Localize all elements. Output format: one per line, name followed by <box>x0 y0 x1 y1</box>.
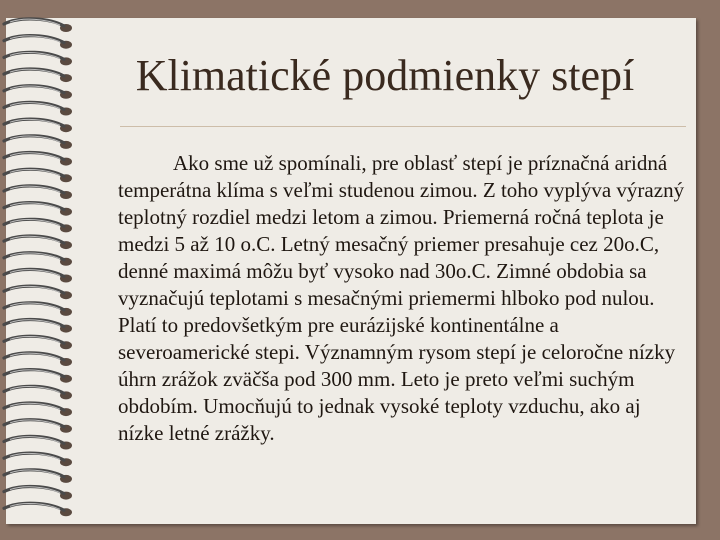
binding-ring-icon <box>4 203 72 216</box>
slide-body-text: Ako sme už spomínali, pre oblasť stepí je príznačná aridná temperátna klíma s veľmi studenou zimou. Z toho vyplýva výrazný teplotný rozdiel medzi letom a zimou. Priemerná ročná teplota je medzi 5 až 10 o.C. Letný mesačný priemer presahuje cez 20o.C, denné maximá môžu byť vysoko nad 30o.C. Zimné obdobia sa vyznačujú teplotami s mesačnými priemermi hlboko pod nulou. Platí to predovšetkým pre eurázijské kontinentálne a severoamerické stepi. Významným rysom stepí je celoročne nízky úhrn zrážok zväčša pod 300 mm. Leto je preto veľmi suchým obdobím. Umocňujú to jednak vysoké teploty vzduchu, ako aj nízke letné zrážky. <box>118 151 685 445</box>
binding-ring-icon <box>4 487 72 500</box>
binding-ring-icon <box>4 470 72 483</box>
binding-ring-icon <box>4 253 72 266</box>
binding-ring-icon <box>4 36 72 49</box>
binding-ring-icon <box>4 286 72 299</box>
binding-ring-icon <box>4 353 72 366</box>
binding-ring-icon <box>4 136 72 149</box>
binding-ring-icon <box>4 370 72 383</box>
binding-ring-icon <box>4 52 72 65</box>
binding-ring-icon <box>4 420 72 433</box>
title-divider <box>120 126 686 127</box>
binding-ring-icon <box>4 69 72 82</box>
binding-ring-icon <box>4 403 72 416</box>
binding-ring-icon <box>4 102 72 115</box>
spiral-binding-icon <box>0 14 80 534</box>
binding-ring-icon <box>4 336 72 349</box>
binding-ring-icon <box>4 169 72 182</box>
binding-ring-icon <box>4 19 72 32</box>
binding-ring-icon <box>4 153 72 166</box>
binding-ring-icon <box>4 186 72 199</box>
binding-ring-icon <box>4 269 72 282</box>
slide-title: Klimatické podmienky stepí <box>135 51 635 100</box>
binding-ring-icon <box>4 86 72 99</box>
binding-ring-icon <box>4 386 72 399</box>
binding-ring-icon <box>4 453 72 466</box>
binding-ring-icon <box>4 219 72 232</box>
binding-ring-icon <box>4 320 72 333</box>
binding-ring-icon <box>4 503 72 516</box>
binding-ring-icon <box>4 436 72 449</box>
binding-ring-icon <box>4 236 72 249</box>
binding-ring-icon <box>4 119 72 132</box>
binding-ring-icon <box>4 303 72 316</box>
